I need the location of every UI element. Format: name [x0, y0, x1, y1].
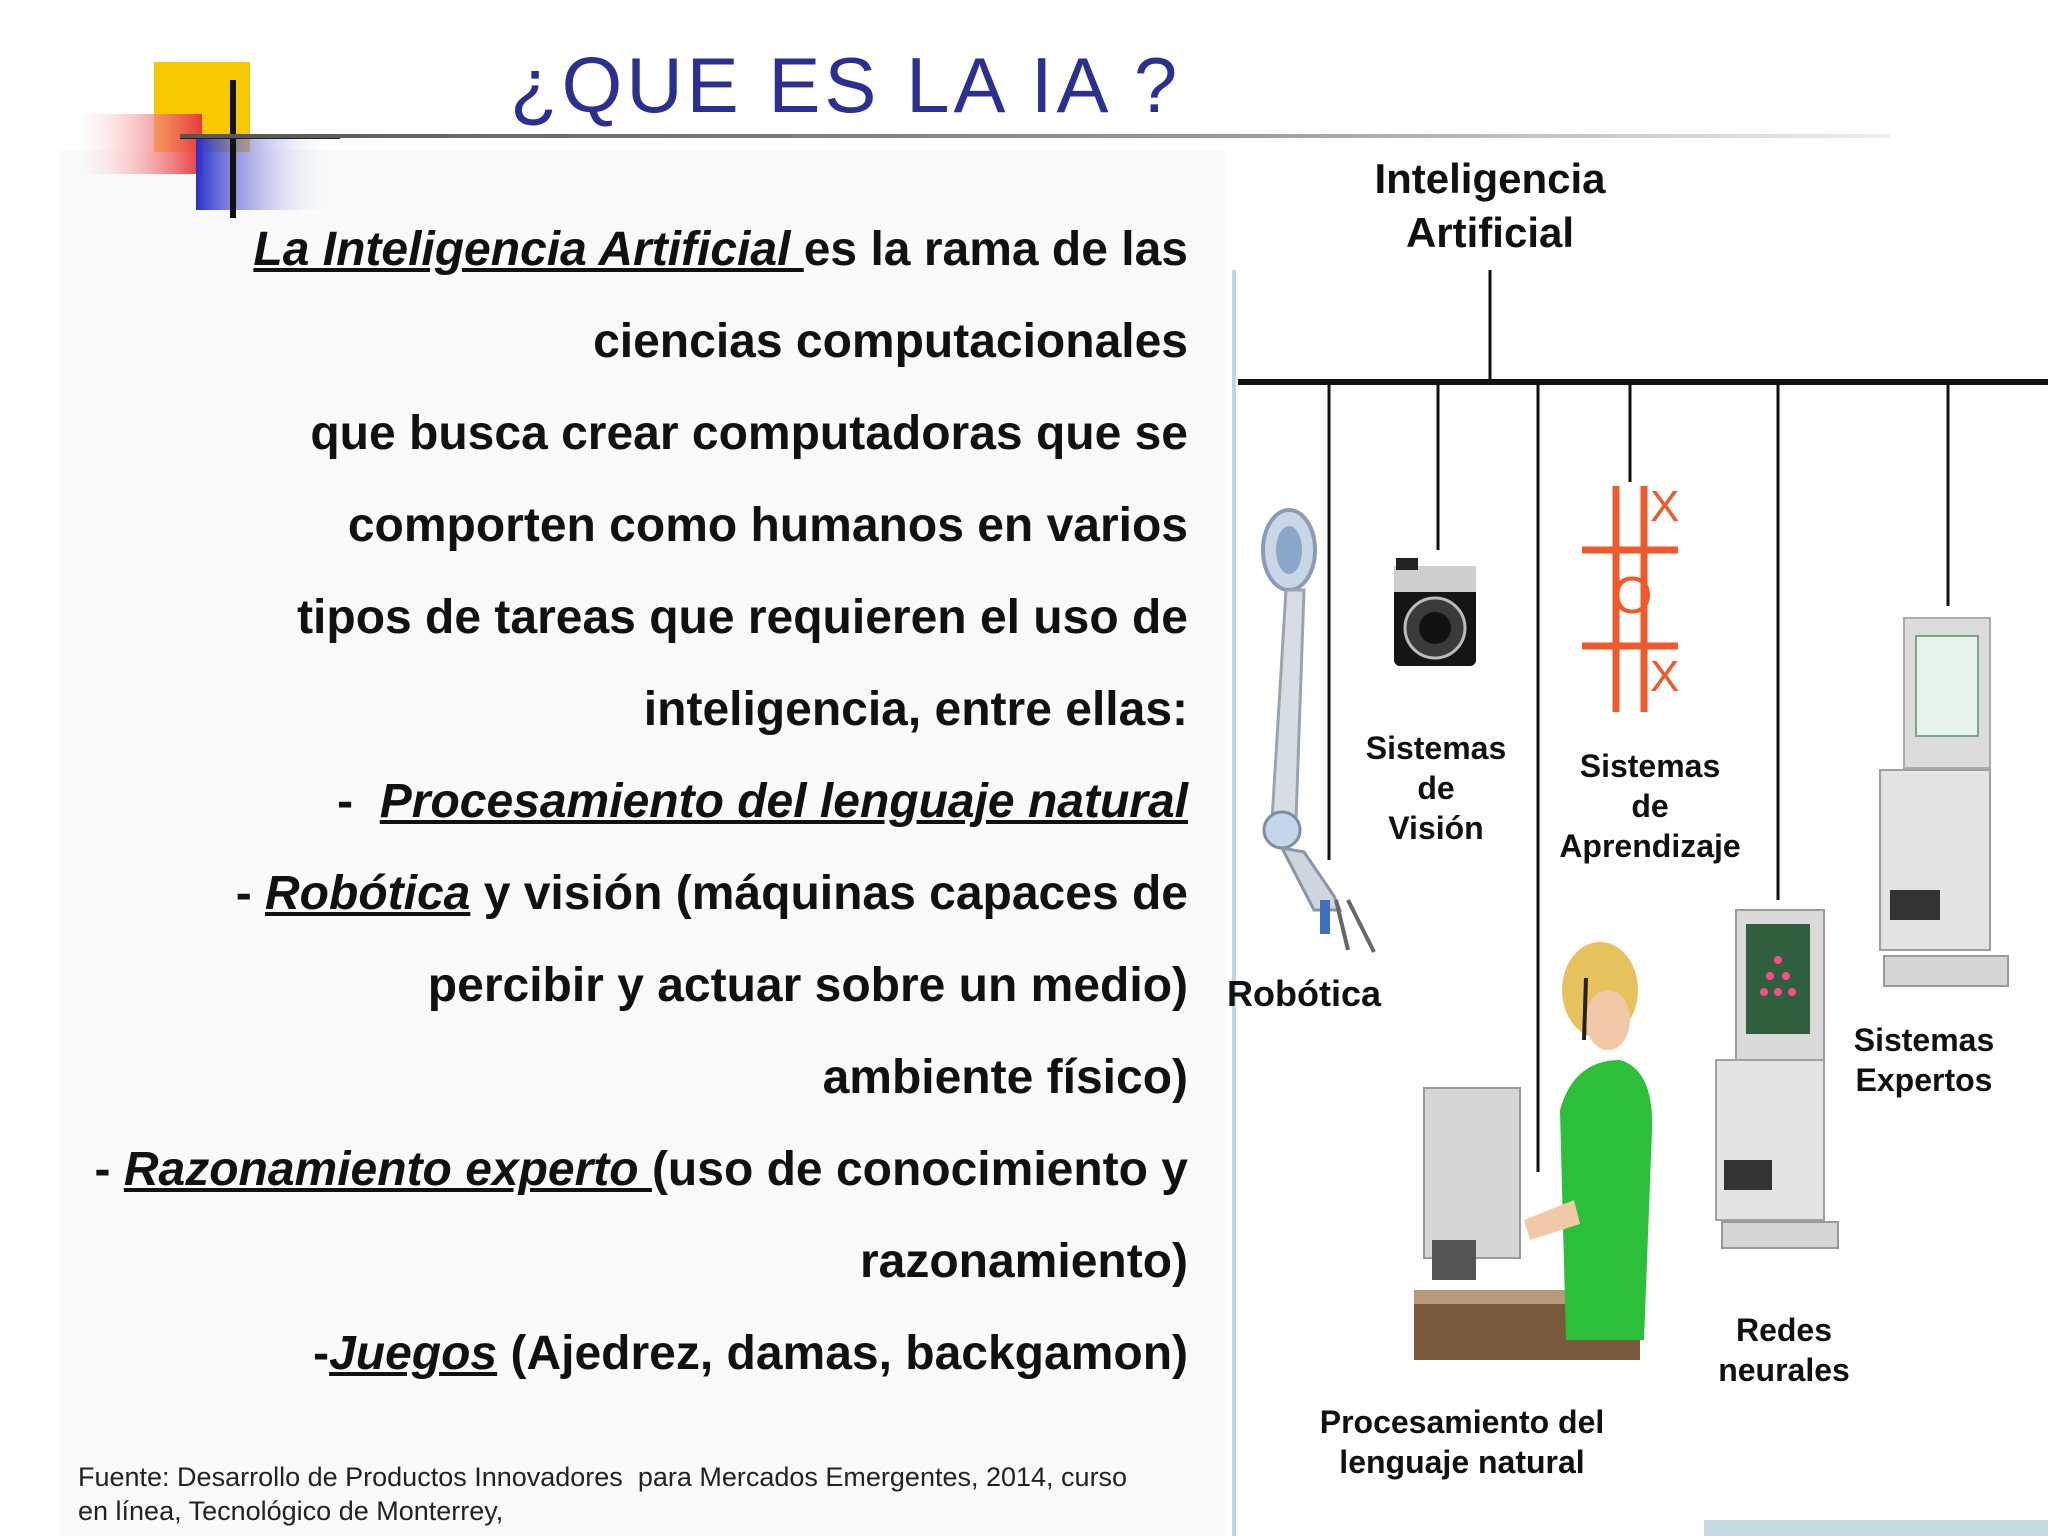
title-decoration: [70, 60, 370, 220]
item-games-rest: (Ajedrez, damas, backgamon): [497, 1327, 1188, 1380]
label-neural-line-1: Redes: [1735, 1312, 1833, 1348]
item-robotics-rest: y visión (máquinas capaces de: [470, 867, 1188, 920]
expert-system-computer-icon: [1880, 618, 2008, 986]
tictactoe-x-bottom: X: [1650, 652, 1680, 701]
root-label-line-2: Artificial: [1405, 209, 1575, 256]
neural-network-computer-icon: [1716, 910, 1838, 1248]
ai-branches-diagram: [1224, 130, 2048, 1536]
definition-line-5: tipos de tareas que requieren el uso de: [297, 591, 1188, 644]
nlp-operator-icon: [1414, 942, 1652, 1360]
root-label: [1364, 152, 1616, 260]
term-inteligencia-artificial: La Inteligencia Artificial: [253, 223, 804, 276]
label-expert-line-1: Sistemas: [1853, 1022, 1995, 1058]
source-line-1: Fuente: Desarrollo de Productos Innovadores para Mercados Emergentes, 2014, curso: [78, 1462, 1128, 1492]
label-learning-line-3: Aprendizaje: [1559, 828, 1741, 864]
label-vision-line-3: Visión: [1388, 810, 1484, 846]
root-label-line-1: Inteligencia: [1374, 155, 1606, 202]
item-robotics-line-3: ambiente físico): [822, 1051, 1188, 1104]
label-nlp-line-2: lenguaje natural: [1339, 1444, 1585, 1480]
label-nlp-line-1: Procesamiento del: [1319, 1404, 1605, 1440]
label-vision-line-2: de: [1417, 770, 1455, 806]
label-robotics: Robótica: [1226, 973, 1381, 1014]
item-robotics-prefix: -: [235, 867, 266, 920]
item-nlp-term: Procesamiento del lenguaje natural: [379, 775, 1188, 828]
label-vision-systems: [1346, 728, 1526, 848]
definition-line-2: ciencias computacionales: [593, 315, 1188, 368]
tictactoe-x-top: X: [1650, 482, 1680, 531]
item-expert: [95, 1142, 1188, 1197]
item-robotics-term: Robótica: [265, 867, 471, 920]
label-learning-line-1: Sistemas: [1579, 748, 1721, 784]
page-title: ¿QUE ES LA IA ?: [510, 41, 1182, 129]
definition-line-3: que busca crear computadoras que se: [310, 407, 1188, 460]
label-neural-line-2: neurales: [1718, 1352, 1850, 1388]
definition-line-1: [253, 222, 1188, 277]
label-expert-systems: [1834, 1020, 2014, 1100]
label-expert-line-2: Expertos: [1855, 1062, 1993, 1098]
label-learning-line-2: de: [1631, 788, 1669, 824]
item-games: [313, 1326, 1188, 1381]
definition-line-1-rest: es la rama de las: [803, 223, 1188, 276]
item-nlp: [337, 774, 1188, 829]
definition-line-6: inteligencia, entre ellas:: [643, 683, 1188, 736]
deco-red-bar: [74, 114, 202, 174]
camera-icon: [1394, 558, 1476, 666]
source-line-2: en línea, Tecnológico de Monterrey,: [78, 1496, 504, 1526]
diagram-left-border: [1232, 270, 1236, 1536]
item-robotics-line-2: percibir y actuar sobre un medio): [427, 959, 1188, 1012]
item-nlp-prefix: -: [337, 775, 380, 828]
item-games-prefix: -: [313, 1327, 330, 1380]
item-expert-prefix: -: [94, 1143, 124, 1196]
item-games-term: Juegos: [329, 1327, 498, 1380]
label-learning-systems: [1550, 746, 1750, 866]
label-vision-line-1: Sistemas: [1365, 730, 1507, 766]
tictactoe-o: O: [1612, 567, 1653, 625]
label-neural-networks: [1704, 1310, 1864, 1390]
definition-line-4: comporten como humanos en varios: [347, 499, 1188, 552]
item-robotics: [236, 866, 1188, 921]
deco-blue-bar: [196, 136, 336, 210]
item-expert-term: Razonamiento experto: [123, 1143, 652, 1196]
item-expert-line-2: razonamiento): [859, 1235, 1188, 1288]
source-citation: [78, 1460, 1127, 1528]
deco-cross-vertical: [230, 80, 236, 218]
item-expert-rest: (uso de conocimiento y: [651, 1143, 1188, 1196]
label-nlp: [1306, 1402, 1618, 1482]
diagram-bottom-strip: [1704, 1520, 2048, 1536]
